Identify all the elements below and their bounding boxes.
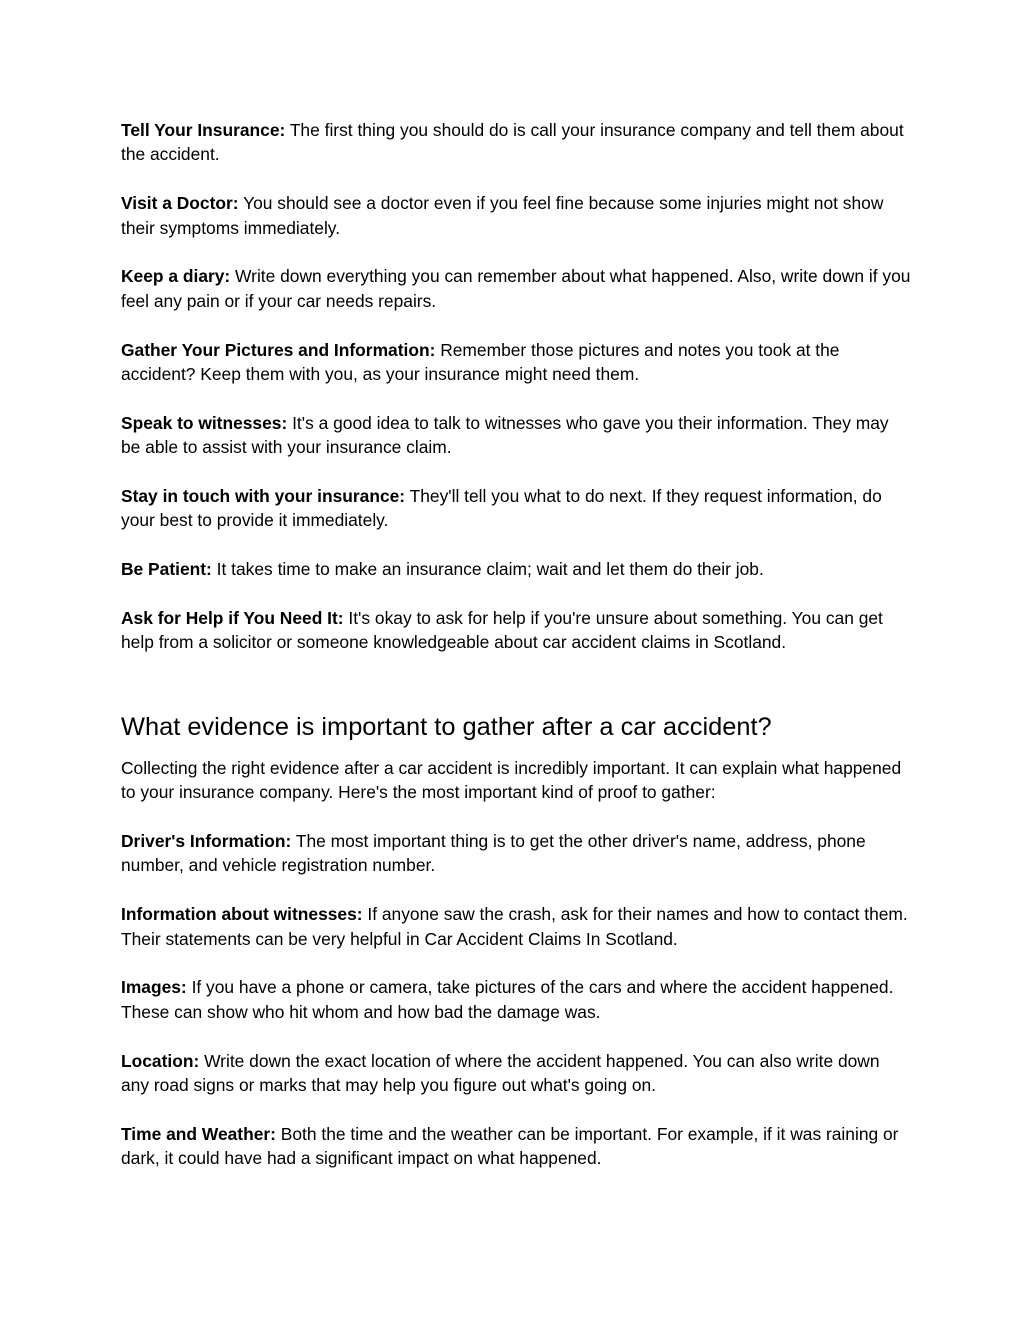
paragraph-text: Write down everything you can remember about what happened. Also, write down if you feel any pain or if your car needs repairs. [121, 266, 911, 311]
paragraph-label: Ask for Help if You Need It: [121, 608, 344, 629]
paragraph-text: Remember those pictures and notes you took at the accident? Keep them with you, as your insurance might need them. [121, 339, 840, 385]
paragraph-text: Write down the exact location of where the accident happened. You can also write down any road signs or marks that may help you figure out what's going on. [121, 1050, 880, 1096]
paragraph-ask-for-help [121, 606, 911, 655]
paragraph-label: Speak to witnesses: [121, 412, 288, 433]
paragraph-be-patient [121, 557, 911, 581]
paragraph-witness-information [121, 902, 911, 951]
paragraph-visit-a-doctor [121, 191, 911, 240]
paragraph-label: Tell Your Insurance: [121, 120, 286, 140]
paragraph-gather-pictures [121, 338, 911, 387]
paragraph-time-and-weather [121, 1122, 911, 1171]
paragraph-label: Gather Your Pictures and Information: [121, 339, 436, 360]
section-intro: Collecting the right evidence after a car accident is incredibly important. It can explain what happened to your insurance company. Here's the most important kind of proof to gather: [121, 757, 902, 803]
paragraph-text: If anyone saw the crash, ask for their names and how to contact them. Their statements can be very helpful in Car Accident Claims In Scotland. [121, 904, 908, 949]
paragraph-images [121, 975, 911, 1024]
paragraph-text: Both the time and the weather can be important. For example, if it was raining or dark, it could have had a significant impact on what happened. [121, 1123, 899, 1169]
paragraph-label: Information about witnesses: [121, 904, 363, 925]
paragraph-speak-to-witnesses [121, 411, 911, 460]
paragraph-label: Time and Weather: [121, 1123, 276, 1144]
paragraph-tell-your-insurance [121, 118, 911, 167]
paragraph-text: It's okay to ask for help if you're unsure about something. You can get help from a solicitor or someone knowledgeable about car accident claims in Scotland. [121, 608, 883, 653]
paragraph-text: The first thing you should do is call your insurance company and tell them about the accident. [121, 120, 904, 165]
paragraph-label: Location: [121, 1050, 200, 1071]
paragraph-text: The most important thing is to get the other driver's name, address, phone number, and vehicle registration number. [121, 831, 866, 876]
paragraph-keep-a-diary [121, 264, 911, 313]
paragraph-label: Keep a diary: [121, 266, 231, 287]
paragraph-text: If you have a phone or camera, take pictures of the cars and where the accident happened. These can show who hit whom and how bad the damage was. [121, 977, 894, 1022]
paragraph-stay-in-touch [121, 484, 911, 533]
paragraph-label: Images: [121, 977, 187, 998]
paragraph-text: They'll tell you what to do next. If they request information, do your best to provide it immediately. [121, 486, 882, 531]
paragraph-label: Stay in touch with your insurance: [121, 486, 406, 507]
paragraph-label: Be Patient: [121, 559, 212, 580]
section-heading: What evidence is important to gather after a car accident? [121, 712, 772, 741]
paragraph-text: It takes time to make an insurance claim; wait and let them do their job. [211, 559, 764, 580]
paragraph-label: Visit a Doctor: [121, 193, 239, 214]
paragraph-text: You should see a doctor even if you feel fine because some injuries might not show their symptoms immediately. [121, 193, 884, 238]
paragraph-location [121, 1049, 911, 1098]
document-content [121, 118, 911, 1195]
paragraph-label: Driver's Information: [121, 831, 292, 852]
paragraph-text: It's a good idea to talk to witnesses who gave you their information. They may be able to assist with your insurance claim. [121, 412, 889, 458]
paragraph-drivers-information [121, 829, 911, 878]
